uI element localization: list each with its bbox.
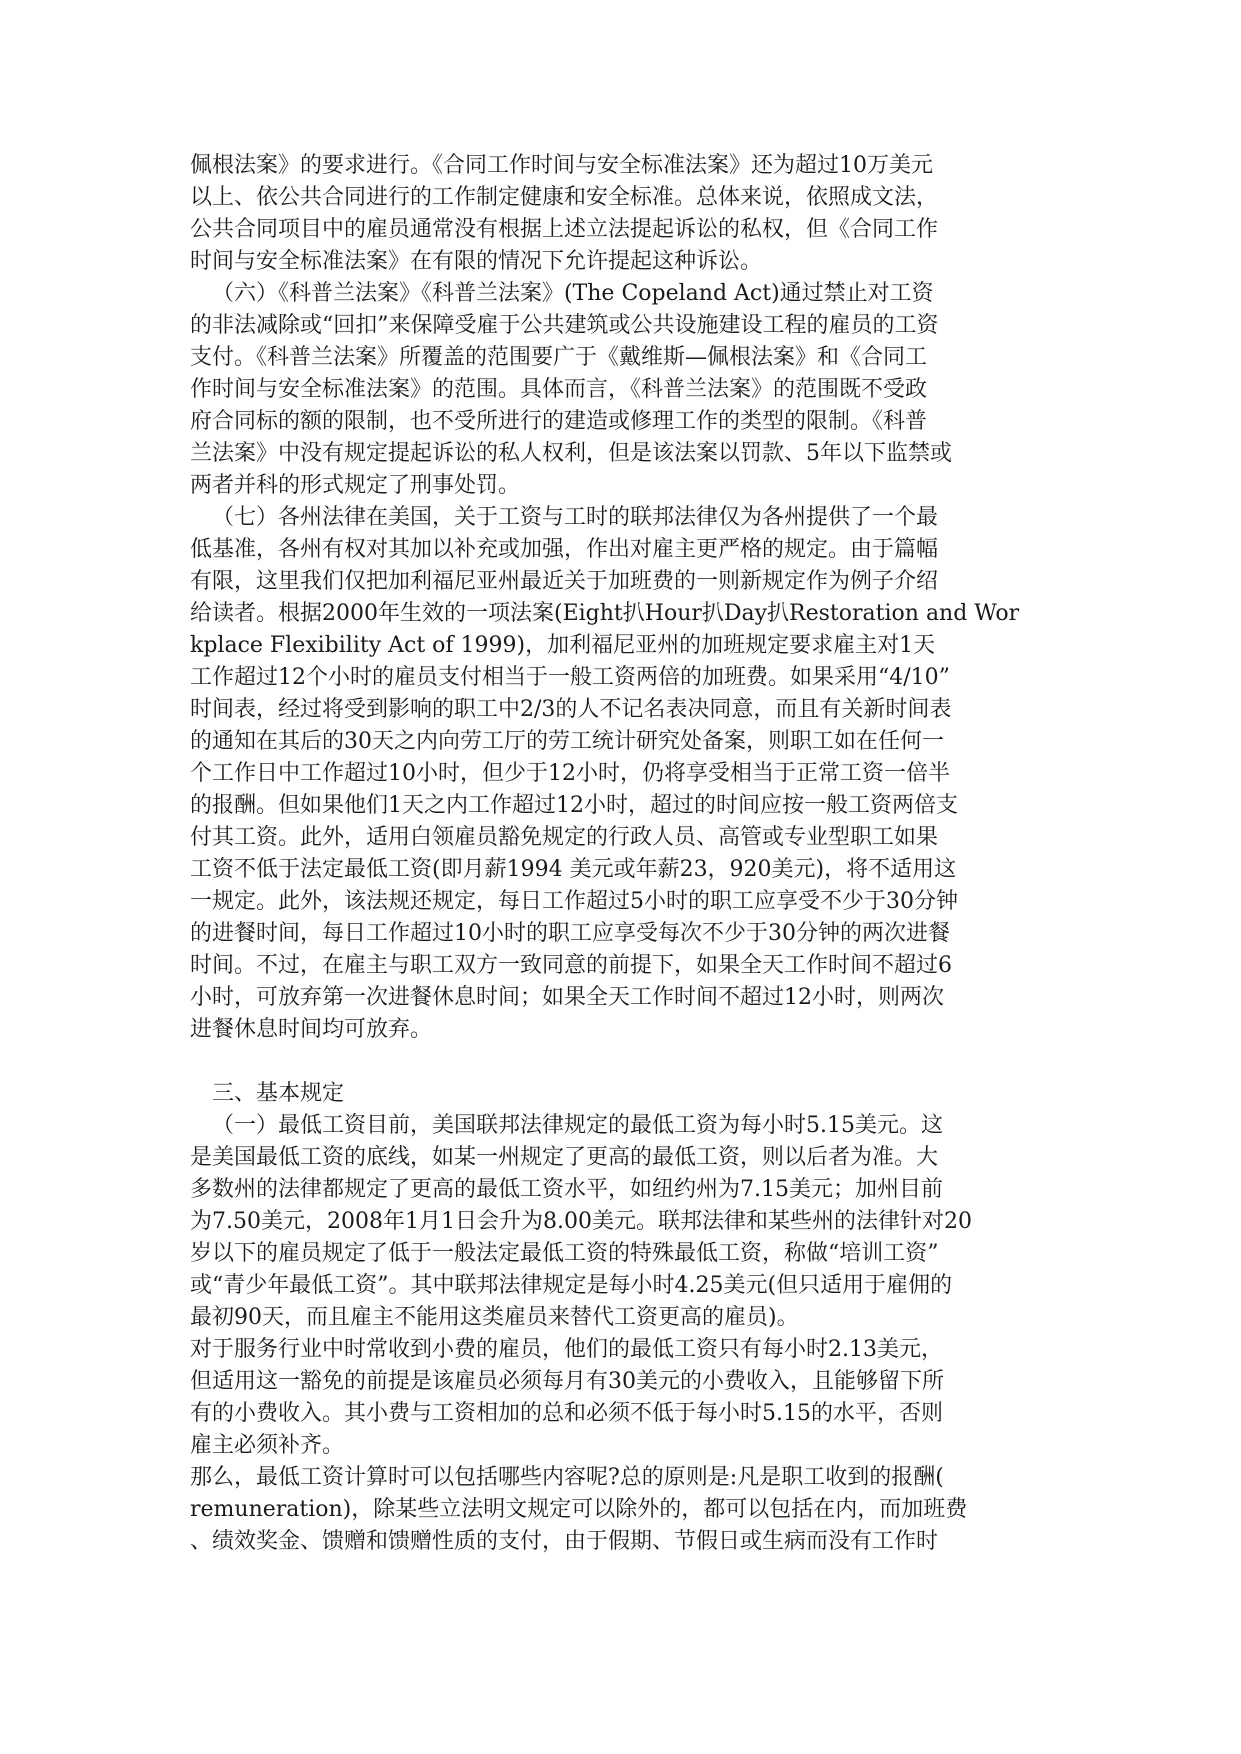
paragraph-start-line: （六）《科普兰法案》《科普兰法案》(The Copeland Act)通过禁止对工资 xyxy=(212,281,934,306)
text-line: 对于服务行业中时常收到小费的雇员，他们的最低工资只有每小时2.13美元， xyxy=(190,1337,943,1362)
section-heading: 三、基本规定 xyxy=(212,1081,345,1106)
text-line: 是美国最低工资的底线，如某一州规定了更高的最低工资，则以后者为准。大 xyxy=(190,1145,939,1170)
text-line: 工作超过12个小时的雇员支付相当于一般工资两倍的加班费。如果采用“4/10” xyxy=(190,665,950,690)
text-line: 有的小费收入。其小费与工资相加的总和必须不低于每小时5.15的水平，否则 xyxy=(190,1401,943,1426)
text-line: 的报酬。但如果他们1天之内工作超过12小时，超过的时间应按一般工资两倍支 xyxy=(190,793,958,818)
text-line: 兰法案》中没有规定提起诉讼的私人权利，但是该法案以罚款、5年以下监禁或 xyxy=(190,441,952,466)
text-line: 小时，可放弃第一次进餐休息时间；如果全天工作时间不超过12小时，则两次 xyxy=(190,985,944,1010)
text-line: 的进餐时间，每日工作超过10小时的职工应享受每次不少于30分钟的两次进餐 xyxy=(190,921,950,946)
paragraph-start-line: （七）各州法律在美国，关于工资与工时的联邦法律仅为各州提供了一个最 xyxy=(212,505,939,530)
text-line: 多数州的法律都规定了更高的最低工资水平，如纽约州为7.15美元；加州目前 xyxy=(190,1177,943,1202)
text-line: 府合同标的额的限制，也不受所进行的建造或修理工作的类型的限制。《科普 xyxy=(190,409,928,434)
text-line: 或“青少年最低工资”。其中联邦法律规定是每小时4.25美元(但只适用于雇佣的 xyxy=(190,1273,953,1298)
text-line: 为7.50美元，2008年1月1日会升为8.00美元。联邦法律和某些州的法律针对20 xyxy=(190,1209,972,1234)
text-line: kplace Flexibility Act of 1999)，加利福尼亚州的加班规定要求雇主对1天 xyxy=(190,633,936,658)
text-line: 佩根法案》的要求进行。《合同工作时间与安全标准法案》还为超过10万美元 xyxy=(190,153,933,178)
text-line: 的非法减除或“回扣”来保障受雇于公共建筑或公共设施建设工程的雇员的工资 xyxy=(190,313,939,338)
blank-line xyxy=(190,1046,1050,1078)
text-line: 、绩效奖金、馈赠和馈赠性质的支付，由于假期、节假日或生病而没有工作时 xyxy=(190,1529,939,1554)
text-line: 支付。《科普兰法案》所覆盖的范围要广于《戴维斯—佩根法案》和《合同工 xyxy=(190,345,928,370)
text-line: 的通知在其后的30天之内向劳工厅的劳工统计研究处备案，则职工如在任何一 xyxy=(190,729,944,754)
paragraph-start-line: （一）最低工资目前，美国联邦法律规定的最低工资为每小时5.15美元。这 xyxy=(212,1113,943,1138)
text-line: remuneration)，除某些立法明文规定可以除外的，都可以包括在内，而加班费 xyxy=(190,1497,968,1522)
text-line: 两者并科的形式规定了刑事处罚。 xyxy=(190,473,521,498)
text-line: 以上、依公共合同进行的工作制定健康和安全标准。总体来说，依照成文法， xyxy=(190,185,939,210)
text-line: 时间。不过，在雇主与职工双方一致同意的前提下，如果全天工作时间不超过6 xyxy=(190,953,952,978)
text-line: 工资不低于法定最低工资(即月薪1994 美元或年薪23，920美元)，将不适用这 xyxy=(190,857,957,882)
text-line: 作时间与安全标准法案》的范围。具体而言，《科普兰法案》的范围既不受政 xyxy=(190,377,928,402)
text-line: 公共合同项目中的雇员通常没有根据上述立法提起诉讼的私权，但《合同工作 xyxy=(190,217,939,242)
document-page xyxy=(190,150,1050,1558)
text-line: 给读者。根据2000年生效的一项法案(Eight扒Hour扒Day扒Restoration and Wor xyxy=(190,601,1020,626)
text-line: 有限，这里我们仅把加利福尼亚州最近关于加班费的一则新规定作为例子介绍 xyxy=(190,569,939,594)
text-line: 岁以下的雇员规定了低于一般法定最低工资的特殊最低工资，称做“培训工资” xyxy=(190,1241,939,1266)
text-line: 时间与安全标准法案》在有限的情况下允许提起这种诉讼。 xyxy=(190,249,763,274)
text-line: 最初90天，而且雇主不能用这类雇员来替代工资更高的雇员)。 xyxy=(190,1305,799,1330)
text-line: 付其工资。此外，适用白领雇员豁免规定的行政人员、高管或专业型职工如果 xyxy=(190,825,939,850)
text-line: 但适用这一豁免的前提是该雇员必须每月有30美元的小费收入，且能够留下所 xyxy=(190,1369,944,1394)
text-line: 一规定。此外，该法规还规定，每日工作超过5小时的职工应享受不少于30分钟 xyxy=(190,889,958,914)
text-line: 进餐休息时间均可放弃。 xyxy=(190,1017,433,1042)
text-line: 雇主必须补齐。 xyxy=(190,1433,345,1458)
text-line: 个工作日中工作超过10小时，但少于12小时，仍将享受相当于正常工资一倍半 xyxy=(190,761,950,786)
text-line: 时间表，经过将受到影响的职工中2/3的人不记名表决同意，而且有关新时间表 xyxy=(190,697,952,722)
text-line: 那么，最低工资计算时可以包括哪些内容呢?总的原则是:凡是职工收到的报酬( xyxy=(190,1465,944,1490)
text-line: 低基准，各州有权对其加以补充或加强，作出对雇主更严格的规定。由于篇幅 xyxy=(190,537,939,562)
